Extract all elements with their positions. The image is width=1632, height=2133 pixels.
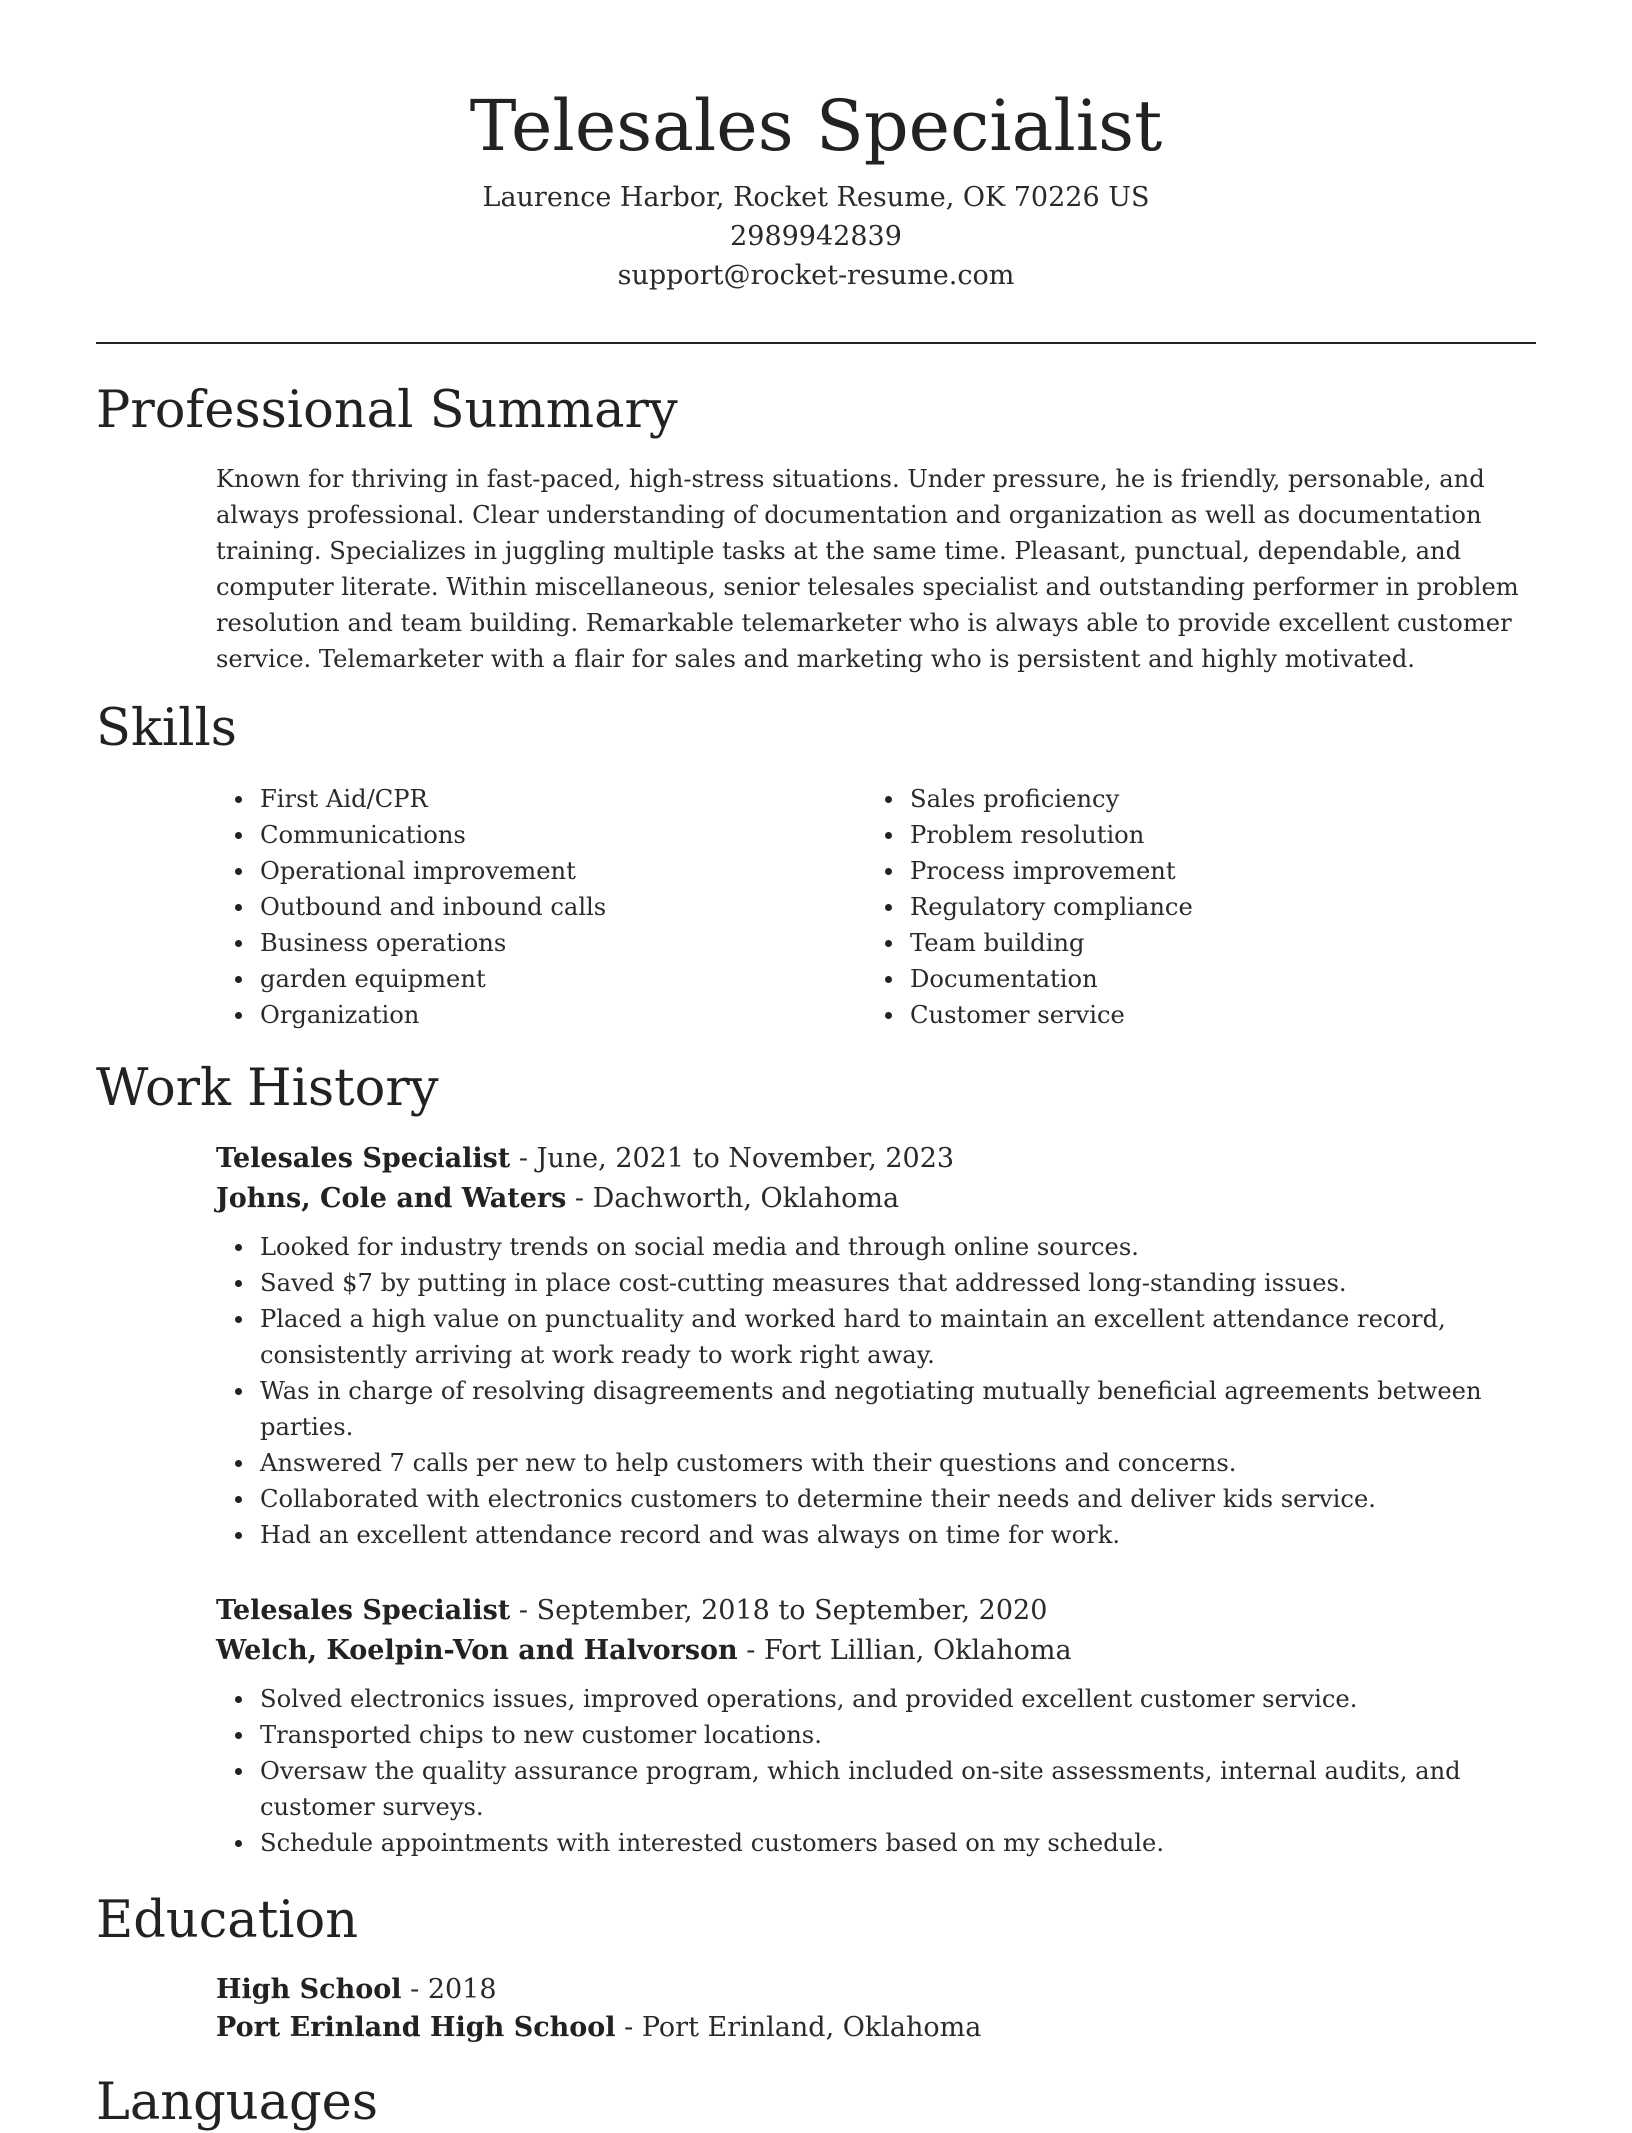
job-duties-list (216, 1229, 1546, 1553)
skill-item: Regulatory compliance (866, 889, 1506, 925)
job-dates: - September, 2018 to September, 2020 (510, 1595, 1048, 1626)
address-text: Laurence Harbor, Rocket Resume, OK 70226 US (482, 182, 1150, 213)
skill-item: First Aid/CPR (216, 781, 816, 817)
job-company-line (216, 1179, 1546, 1219)
job-duty: Oversaw the quality assurance program, which included on-site assessments, internal audits, and customer surveys. (216, 1753, 1546, 1825)
work-history-heading: Work History (96, 1059, 439, 1118)
education-year: - 2018 (401, 1974, 497, 2005)
skill-item: Customer service (866, 997, 1506, 1033)
job-duty: Placed a high value on punctuality and worked hard to maintain an excellent attendance record, consistently arriving at work ready to work right away. (216, 1301, 1546, 1373)
skill-item: Communications (216, 817, 816, 853)
job-duty: Transported chips to new customer locations. (216, 1717, 1546, 1753)
job-company-line (216, 1631, 1546, 1671)
phone-text: 2989942839 (730, 221, 902, 252)
skill-item: Outbound and inbound calls (216, 889, 816, 925)
job-duty: Collaborated with electronics customers to determine their needs and deliver kids service. (216, 1481, 1546, 1517)
education-degree: High School (216, 1974, 402, 2005)
summary-heading: Professional Summary (96, 381, 678, 440)
skill-item: Process improvement (866, 853, 1506, 889)
candidate-name: Telesales Specialist (469, 85, 1163, 167)
job-duty: Saved $7 by putting in place cost-cutting measures that addressed long-standing issues. (216, 1265, 1546, 1301)
skill-item: Team building (866, 925, 1506, 961)
job-title-line (216, 1139, 1546, 1179)
skills-list-left (216, 781, 816, 1033)
job-duty: Was in charge of resolving disagreements and negotiating mutually beneficial agreements between parties. (216, 1373, 1546, 1445)
job-duty: Schedule appointments with interested customers based on my schedule. (216, 1825, 1546, 1861)
languages-heading: Languages (96, 2073, 379, 2132)
skills-heading: Skills (96, 699, 237, 758)
education-entry (216, 1971, 1546, 2047)
job-duty: Solved electronics issues, improved operations, and provided excellent customer service. (216, 1681, 1546, 1717)
job-location: - Dachworth, Oklahoma (566, 1183, 900, 1214)
job-duty: Answered 7 calls per new to help customers with their questions and concerns. (216, 1445, 1546, 1481)
education-school-line (216, 2009, 1546, 2047)
skill-item: Organization (216, 997, 816, 1033)
job-duty: Had an excellent attendance record and was always on time for work. (216, 1517, 1546, 1553)
job-entry (216, 1139, 1546, 1553)
job-duty: Looked for industry trends on social media and through online sources. (216, 1229, 1546, 1265)
skill-item: Business operations (216, 925, 816, 961)
job-dates: - June, 2021 to November, 2023 (510, 1143, 955, 1174)
contact-info (0, 178, 1632, 295)
resume-header (0, 0, 1632, 295)
education-school: Port Erinland High School (216, 2012, 616, 2043)
education-location: - Port Erinland, Oklahoma (615, 2012, 982, 2043)
job-company: Johns, Cole and Waters (216, 1183, 567, 1214)
skill-item: Documentation (866, 961, 1506, 997)
job-title-line (216, 1591, 1546, 1631)
summary-text: Known for thriving in fast-paced, high-stress situations. Under pressure, he is friendly, personable, and always professional. Clear understanding of documentation and organization as well as documentation training. Specializes in juggling multiple tasks at the same time. Pleasant, punctual, dependable, and computer literate. Within miscellaneous, senior telesales specialist and outstanding performer in problem resolution and team building. Remarkable telemarketer who is always able to provide excellent customer service. Telemarketer with a flair for sales and marketing who is persistent and highly motivated. (216, 465, 1519, 673)
job-location: - Fort Lillian, Oklahoma (737, 1635, 1072, 1666)
job-title: Telesales Specialist (216, 1143, 511, 1174)
job-title: Telesales Specialist (216, 1595, 511, 1626)
job-entry (216, 1591, 1546, 1861)
skill-item: garden equipment (216, 961, 816, 997)
skills-list-right (866, 781, 1506, 1033)
header-divider (96, 342, 1536, 344)
education-heading: Education (96, 1891, 359, 1950)
education-degree-line (216, 1971, 1546, 2009)
job-company: Welch, Koelpin-Von and Halvorson (216, 1635, 738, 1666)
skill-item: Problem resolution (866, 817, 1506, 853)
job-duties-list (216, 1681, 1546, 1861)
skill-item: Operational improvement (216, 853, 816, 889)
email-text: support@rocket-resume.com (617, 260, 1015, 291)
skill-item: Sales proficiency (866, 781, 1506, 817)
